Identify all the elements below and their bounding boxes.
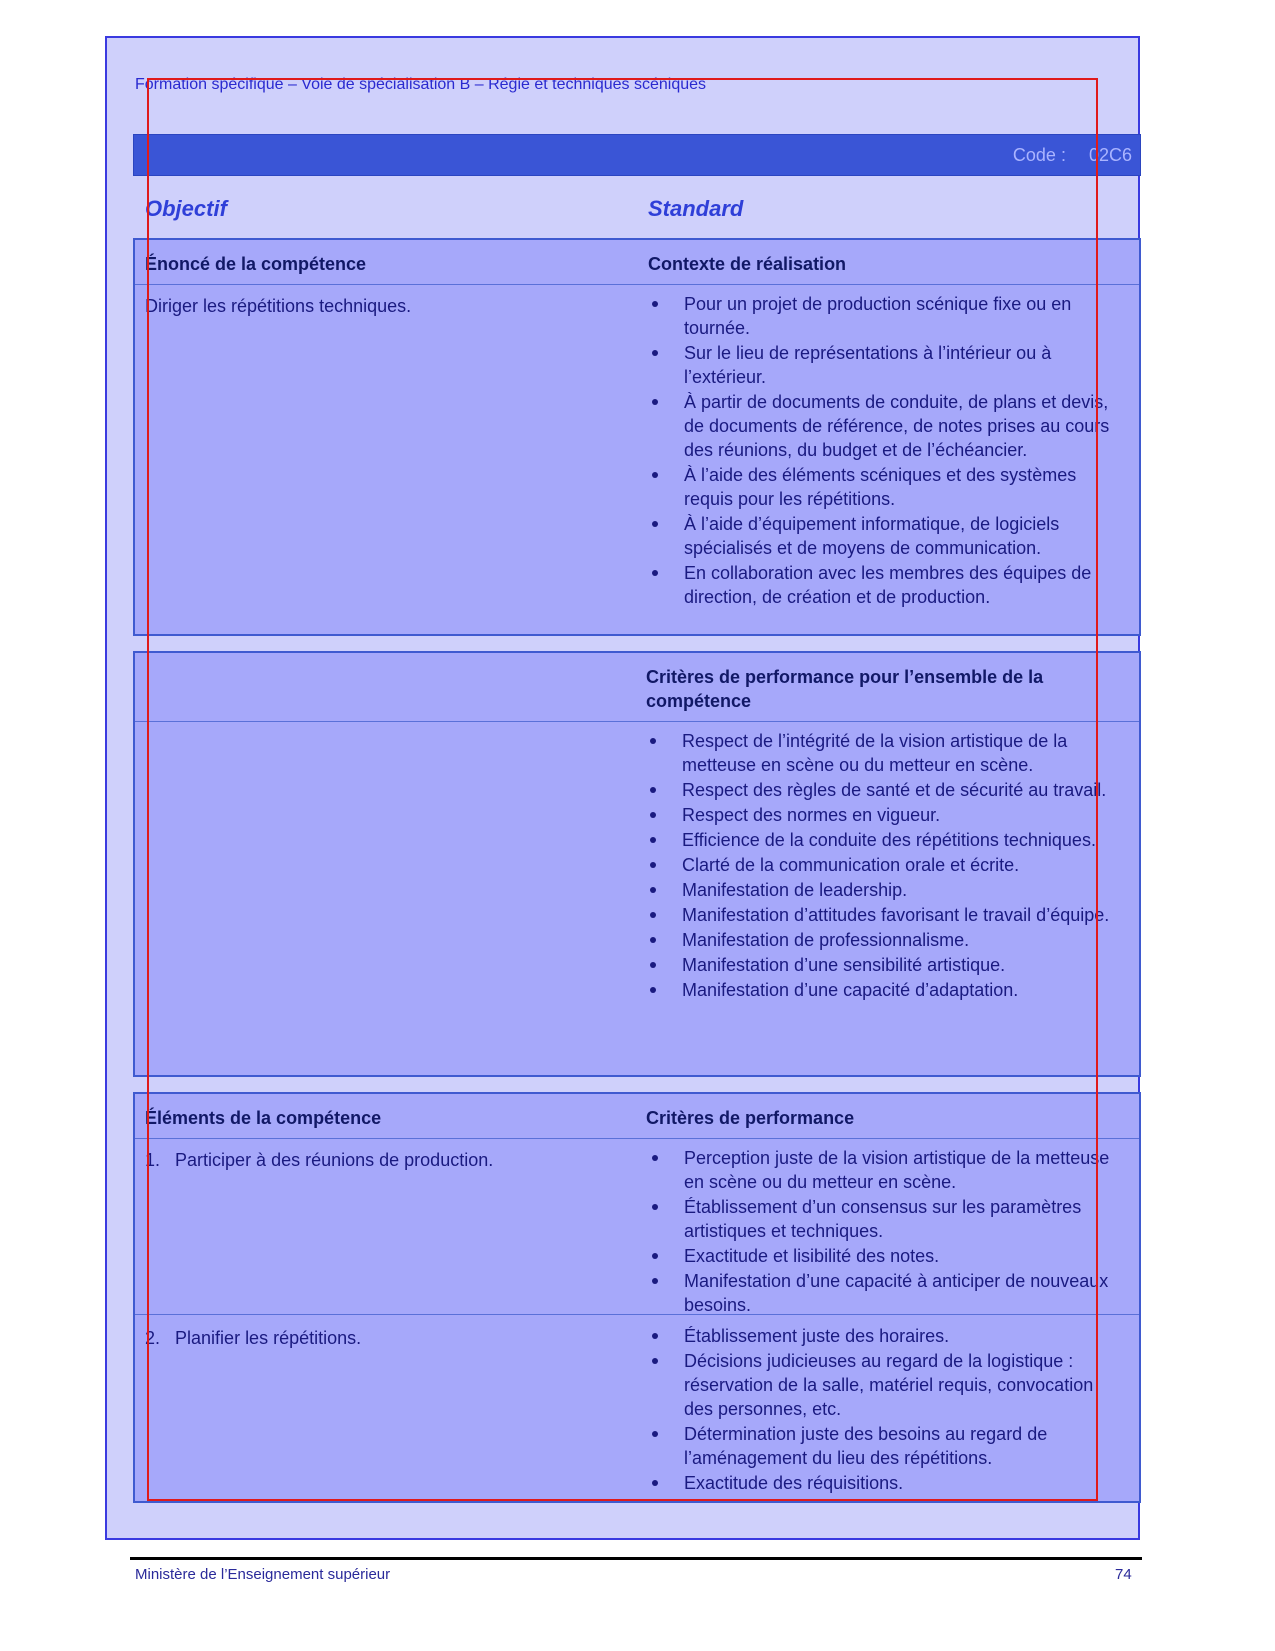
global-criteria-list [646, 729, 1121, 1003]
list-item: À l’aide d’équipement informatique, de logiciels spécialisés et de moyens de communication. [648, 512, 1118, 560]
list-item: Manifestation de professionnalisme. [646, 928, 1121, 952]
element-2 [145, 1326, 361, 1350]
bullet-icon [652, 350, 658, 356]
element-text: Participer à des réunions de production. [175, 1150, 494, 1170]
bullet-icon [650, 962, 656, 968]
bullet-icon [652, 301, 658, 307]
list-item: Clarté de la communication orale et écrite. [646, 853, 1121, 877]
bullet-icon [650, 862, 656, 868]
list-item: Respect de l’intégrité de la vision artistique de la metteuse en scène ou du metteur en scène. [646, 729, 1121, 777]
page-number: 74 [1115, 1566, 1132, 1583]
element-text: Planifier les répétitions. [175, 1328, 362, 1348]
context-list [648, 292, 1118, 610]
elements-header: Éléments de la compétence [145, 1108, 382, 1128]
list-item: Manifestation d’une sensibilité artistique. [646, 953, 1121, 977]
element-number: 1. [145, 1150, 161, 1170]
list-item: Manifestation d’attitudes favorisant le travail d’équipe. [646, 903, 1121, 927]
element-number: 2. [145, 1328, 161, 1348]
list-item: Perception juste de la vision artistique de la metteuse en scène ou du metteur en scène. [648, 1146, 1118, 1194]
bullet-icon [652, 1333, 658, 1339]
list-item: À partir de documents de conduite, de plans et devis, de documents de référence, de notes prises au cours des réunions, du budget et de l’échéancier. [648, 390, 1118, 462]
list-item: Manifestation d’une capacité à anticiper de nouveaux besoins. [648, 1269, 1118, 1317]
list-item: Manifestation d’une capacité d’adaptation. [646, 978, 1121, 1002]
element-1-criteria [648, 1146, 1118, 1318]
bullet-icon [652, 1431, 658, 1437]
list-item: Pour un projet de production scénique fixe ou en tournée. [648, 292, 1118, 340]
bullet-icon [652, 472, 658, 478]
bullet-icon [652, 570, 658, 576]
bullet-icon [652, 1204, 658, 1210]
code-label [1013, 145, 1132, 166]
competence-statement-header: Énoncé de la compétence [145, 254, 367, 274]
section3-header [135, 1094, 1139, 1139]
code-band [133, 134, 1141, 176]
list-item: Respect des normes en vigueur. [646, 803, 1121, 827]
section2-header [135, 653, 1139, 722]
section1-header [135, 240, 1139, 285]
element-2-criteria [648, 1324, 1118, 1496]
list-item: Exactitude des réquisitions. [648, 1471, 1118, 1495]
bullet-icon [652, 1155, 658, 1161]
bullet-icon [652, 399, 658, 405]
performance-criteria-header: Critères de performance [646, 1108, 855, 1128]
list-item: Manifestation de leadership. [646, 878, 1121, 902]
global-criteria-header: Critères de performance pour l’ensemble de la compétence [646, 667, 1044, 711]
list-item: Établissement juste des horaires. [648, 1324, 1118, 1348]
running-title: Formation spécifique – Voie de spécialisation B – Régie et techniques scéniques [135, 76, 707, 93]
list-item: Établissement d’un consensus sur les paramètres artistiques et techniques. [648, 1195, 1118, 1243]
bullet-icon [650, 738, 656, 744]
bullet-icon [652, 1480, 658, 1486]
list-item: En collaboration avec les membres des équipes de direction, de création et de production. [648, 561, 1118, 609]
list-item: Exactitude et lisibilité des notes. [648, 1244, 1118, 1268]
element-1 [145, 1148, 493, 1172]
global-criteria-section [133, 651, 1141, 1077]
list-item: Détermination juste des besoins au regard de l’aménagement du lieu des répétitions. [648, 1422, 1118, 1470]
list-item: Décisions judicieuses au regard de la logistique : réservation de la salle, matériel requis, convocation des personnes, etc. [648, 1349, 1118, 1421]
footer-ministry: Ministère de l’Enseignement supérieur [135, 1566, 391, 1583]
competence-statement: Diriger les répétitions techniques. [145, 296, 412, 316]
bullet-icon [650, 937, 656, 943]
context-header: Contexte de réalisation [648, 254, 847, 274]
objectif-label: Objectif [145, 196, 227, 221]
list-item: Sur le lieu de représentations à l’intérieur ou à l’extérieur. [648, 341, 1118, 389]
bullet-icon [652, 1253, 658, 1259]
bullet-icon [650, 912, 656, 918]
footer-rule [130, 1557, 1142, 1560]
list-item: Respect des règles de santé et de sécurité au travail. [646, 778, 1121, 802]
row-separator [135, 1314, 1139, 1315]
code-label-text: Code : [1012, 145, 1066, 165]
bullet-icon [650, 837, 656, 843]
list-item: À l’aide des éléments scéniques et des systèmes requis pour les répétitions. [648, 463, 1118, 511]
bullet-icon [652, 1358, 658, 1364]
code-value: 02C6 [1088, 145, 1132, 165]
bullet-icon [650, 812, 656, 818]
competence-elements-section [133, 1092, 1141, 1503]
bullet-icon [650, 987, 656, 993]
bullet-icon [652, 1278, 658, 1284]
competence-statement-section [133, 238, 1141, 636]
bullet-icon [650, 887, 656, 893]
bullet-icon [652, 521, 658, 527]
standard-label: Standard [648, 196, 744, 221]
bullet-icon [650, 787, 656, 793]
list-item: Efficience de la conduite des répétitions techniques. [646, 828, 1121, 852]
